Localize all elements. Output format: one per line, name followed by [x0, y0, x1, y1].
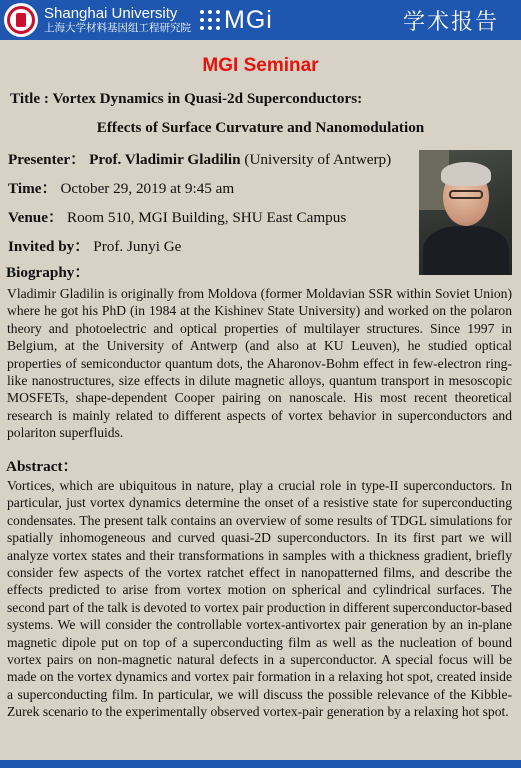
talk-title-line1: [10, 90, 362, 108]
biography-text: Vladimir Gladilin is originally from Moldova (former Moldavian SSR within Soviet Union) where he got his PhD (in 1984 at the Kishinev State University) and worked on the polaron theory and photoelectric and optical properties of multilayer structures. Since 1997 in Belgium, at the University of Antwerp (and also at KU Leuven), he studied optical properties of semiconductor quantum dots, the Aharonov-Bohm effect in few-electron ring-like nanostructures, size effects in dilute magnetic alloys, quantum transport in mesoscopic MOSFETs, shape-dependent Cooper pairing on nanoscale. His most recent theoretical research is mainly related to different aspects of vortex behavior in superconductors and polariton superfluids.: [7, 286, 512, 441]
invited-line: [8, 235, 181, 256]
venue-line: [8, 206, 346, 227]
abstract-label: Abstract：: [6, 458, 78, 475]
university-name-cn: 上海大学材料基因组工程研究院: [44, 22, 191, 35]
mgi-dots-icon: [199, 9, 221, 31]
presenter-name: Prof. Vladimir Gladilin: [89, 151, 241, 168]
footer-bar: [0, 760, 521, 768]
university-name-en: Shanghai University: [44, 4, 178, 22]
venue-value: Room 510, MGI Building, SHU East Campus: [66, 209, 347, 226]
header-banner: [0, 0, 521, 40]
presenter-label: Presenter：: [8, 151, 86, 168]
section-title-cn: 学术报告: [402, 10, 499, 35]
seminar-heading: MGI Seminar: [202, 55, 319, 76]
venue-label: Venue：: [8, 209, 64, 226]
mgi-logo: [199, 6, 273, 35]
time-label: Time：: [8, 180, 57, 197]
biography-label: Biography：: [6, 264, 90, 281]
title-label: Title :: [10, 90, 49, 107]
time-value: October 29, 2019 at 9:45 am: [60, 180, 235, 197]
invited-label: Invited by：: [8, 238, 90, 255]
abstract-text: Vortices, which are ubiquitous in nature, play a crucial role in type-II superconductors. In particular, just vortex dynamics determine the onset of a resistive state for superconducting condensates. The present talk contains an overview of some results of TDGL simulations for spatially inhomogeneous and curved quasi-2D superconductors. In its first part we will analyze vortex states and their transformations in samples with a thickness gradient, briefly consider few aspects of the vortex ratchet effect in nanopatterned films, and describe the effects predicted to arise from vortex motion on spherical and cylindrical surfaces. The second part of the talk is devoted to vortex pair production in different superconductor-based systems. We will consider the controllable vortex-antivortex pair generation by an in-plane magnetic dipole put on top of a superconducting film as well as the nucleation of bound vortex pairs on non-magnetic natural defects in a superconductor. A special focus will be made on the vortex dynamics and vortex pair formation in a relaxing hot spot, created inside a superconducting film. In particular, we will discuss the possible relevance of the Kibble-Zurek scenario to the experimentally observed vortex-pair generation by a relaxing hot spot.: [7, 478, 512, 720]
university-name: [44, 6, 191, 35]
talk-title-line2: Effects of Surface Curvature and Nanomodulation: [96, 119, 425, 136]
university-seal-logo: [4, 3, 38, 37]
title-text-1: Vortex Dynamics in Quasi-2d Superconductors:: [52, 90, 363, 107]
time-line: [8, 177, 234, 198]
presenter-line: [8, 148, 391, 169]
invited-value: Prof. Junyi Ge: [93, 238, 182, 255]
mgi-logo-text: MGi: [224, 5, 273, 34]
presenter-photo: [419, 150, 512, 275]
presenter-affiliation: (University of Antwerp): [244, 151, 392, 168]
